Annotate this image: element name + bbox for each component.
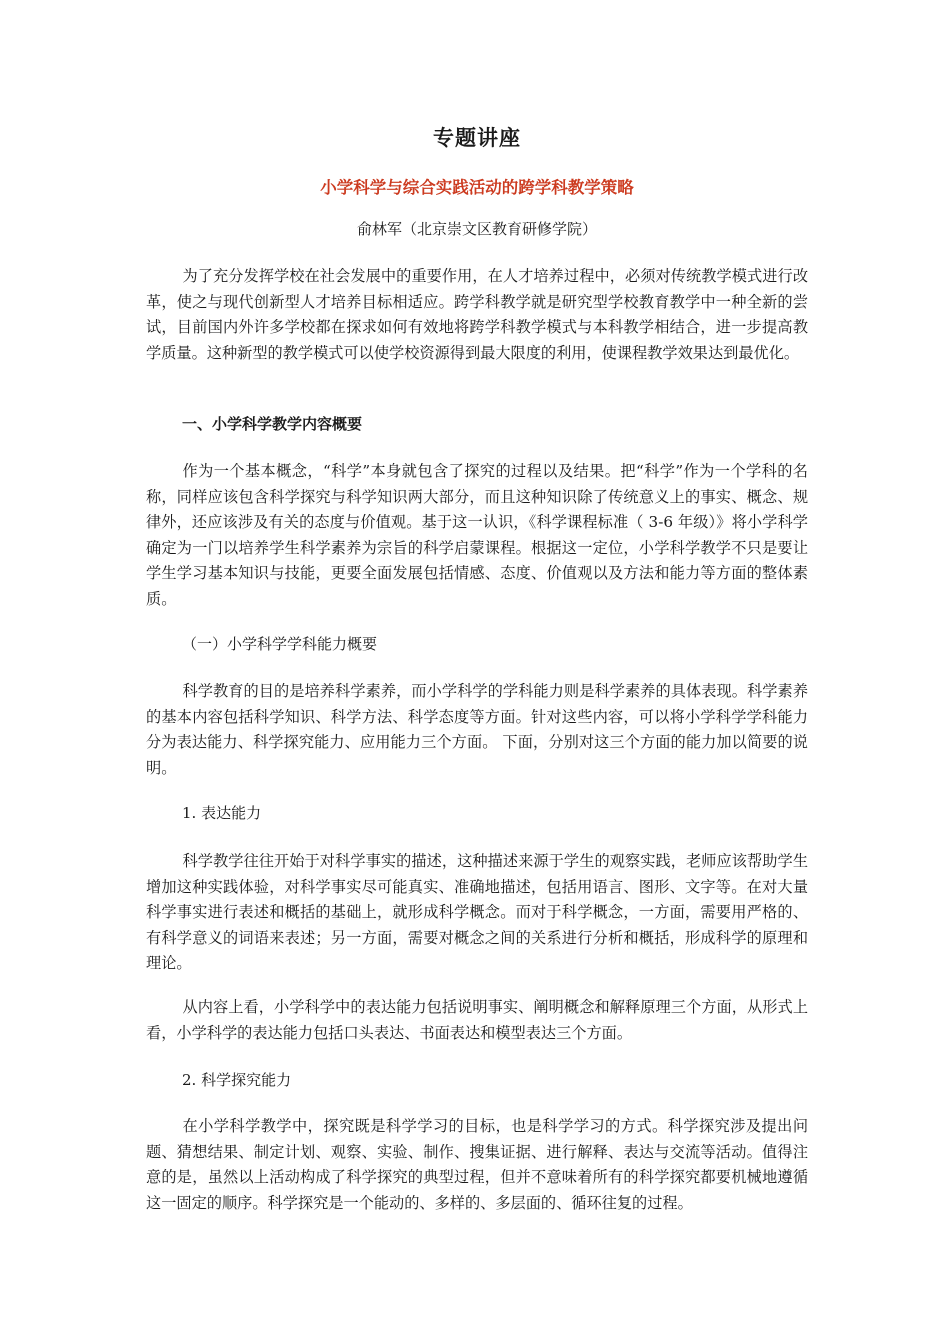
page-title: 专题讲座 (433, 125, 521, 150)
author-line: 俞林军（北京崇文区教育研修学院） (356, 220, 597, 238)
subsection-heading-1: （一）小学科学学科能力概要 (182, 635, 378, 653)
paragraph-5: 在小学科学教学中，探究既是科学学习的目标，也是科学学习的方式。科学探究涉及提出问题、猜想结果、制定计划、观察、实验、制作、搜集证据、进行解释、表达与交流等活动。值得注意的是，虽然以上活动构成了科学探究的典型过程，但并不意味着所有的科学探究都要机械地遵循这一固定的顺序。科学探究是一个能动的、多样的、多层面的、循环往复的过程。 (146, 1117, 808, 1212)
intro-paragraph: 为了充分发挥学校在社会发展中的重要作用，在人才培养过程中，必须对传统教学模式进行改革，使之与现代创新型人才培养目标相适应。跨学科教学就是研究型学校教育教学中一种全新的尝试，目前国内外许多学校都在探求如何有效地将跨学科教学模式与本科教学相结合，进一步提高教学质量。这种新型的教学模式可以使学校资源得到最大限度的利用，使课程教学效果达到最优化。 (146, 267, 808, 362)
item-heading-2: 2. 科学探究能力 (182, 1071, 292, 1089)
paragraph-4: 从内容上看，小学科学中的表达能力包括说明事实、阐明概念和解释原理三个方面，从形式上看，小学科学的表达能力包括口头表达、书面表达和模型表达三个方面。 (146, 998, 808, 1042)
article-subtitle: 小学科学与综合实践活动的跨学科教学策略 (320, 178, 634, 197)
paragraph-3: 科学教学往往开始于对科学事实的描述，这种描述来源于学生的观察实践，老师应该帮助学生增加这种实践体验，对科学事实尽可能真实、准确地描述，包括用语言、图形、文字等。在对大量科学事实进行表述和概括的基础上，就形成科学概念。而对于科学概念，一方面，需要用严格的、有科学意义的词语来表述；另一方面，需要对概念之间的关系进行分析和概括，形成科学的原理和理论。 (146, 852, 808, 973)
section-heading-1: 一、小学科学教学内容概要 (182, 415, 363, 433)
paragraph-1: 作为一个基本概念，“科学”本身就包含了探究的过程以及结果。把“科学”作为一个学科的名称，同样应该包含科学探究与科学知识两大部分，而且这种知识除了传统意义上的事实、概念、规律外，还应该涉及有关的态度与价值观。基于这一认识，《科学课程标准（ 3-6 年级）》将小学科学确定为一门以培养学生科学素养为宗旨的科学启蒙课程。根据这一定位，小学科学教学不只是要让学生学习基本知识与技能，更要全面发展包括情感、态度、价值观以及方法和能力等方面的整体素质。 (146, 462, 808, 608)
paragraph-2: 科学教育的目的是培养科学素养，而小学科学的学科能力则是科学素养的具体表现。科学素养的基本内容包括科学知识、科学方法、科学态度等方面。针对这些内容，可以将小学科学学科能力分为表达能力、科学探究能力、应用能力三个方面。 下面，分别对这三个方面的能力加以简要的说明。 (146, 682, 808, 777)
item-heading-1: 1. 表达能力 (182, 804, 262, 822)
